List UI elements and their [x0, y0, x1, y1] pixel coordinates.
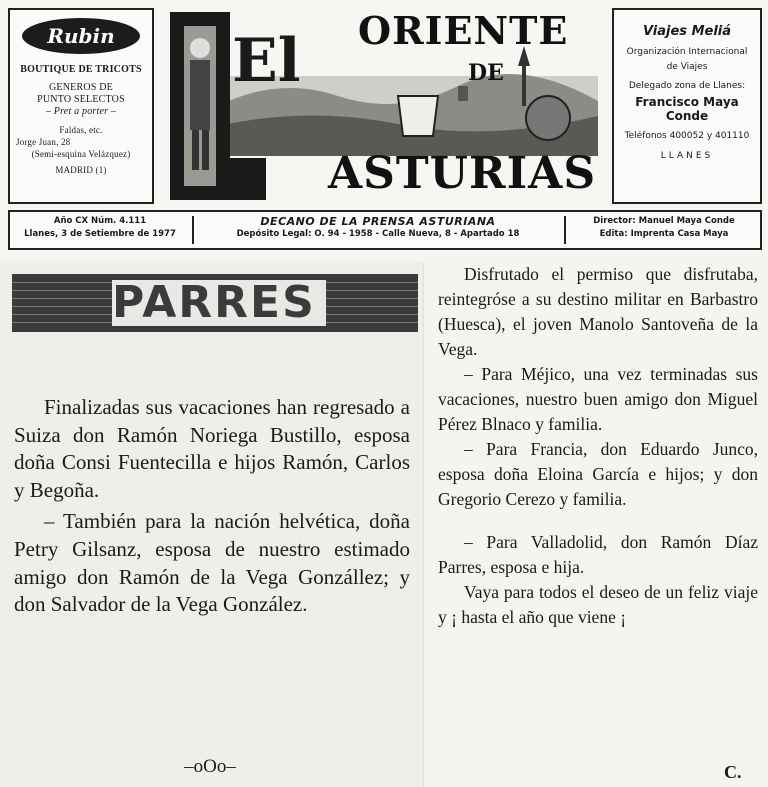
printer: Edita: Imprenta Casa Maya [599, 229, 729, 239]
ad-text: MADRID (1) [55, 165, 107, 175]
paragraph: Disfrutado el permiso que disfrutaba, reintegróse a su destino militar en Barbastro (Huesca), el joven Manolo Santoveña de la Vega. [438, 264, 758, 359]
ad-brand: Viajes Meliá [642, 24, 732, 39]
ad-text: – Pret a porter – [45, 106, 117, 117]
ad-name: Francisco Maya Conde [635, 95, 739, 123]
title-word-asturias: ASTURIAS [328, 148, 597, 199]
viajes-melia-advertisement [612, 8, 762, 204]
divider [564, 216, 566, 244]
ad-text: GENEROS DE [49, 82, 113, 93]
ad-text: Jorge Juan, 28 [16, 137, 71, 147]
director: Director: Manuel Maya Conde [593, 216, 735, 226]
motto: DECANO DE LA PRENSA ASTURIANA [260, 215, 496, 228]
paragraph: – Para Méjico, una vez terminadas sus vacaciones, nuestro buen amigo don Miguel Pérez Blnaco y familia. [438, 364, 758, 434]
issue-info [14, 215, 186, 245]
article-left-column [0, 262, 424, 787]
ad-phone: Teléfonos 400052 y 401110 [624, 131, 750, 141]
paragraph: – También para la nación helvética, doña Petry Gilsanz, esposa de nuestro estimado amigo don Ramón de la Vega Gonzállez; y don Salvador de la Vega González. [14, 509, 410, 617]
rubin-advertisement [8, 8, 154, 204]
section-title: PARRES [112, 277, 316, 328]
divider [192, 216, 194, 244]
article-body [438, 262, 758, 630]
ad-text: (Semi-esquina Velázquez) [31, 149, 131, 159]
ad-text: Organización Internacional [626, 47, 748, 57]
masthead [0, 0, 768, 258]
paragraph: Vaya para todos el deseo de un feliz viaje y ¡ hasta el año que viene ¡ [438, 582, 758, 627]
ad-text: PUNTO SELECTOS [37, 94, 125, 105]
newspaper-title [158, 6, 608, 206]
issue-number: Año CX Núm. 4.111 [53, 216, 147, 226]
signature: C. [724, 762, 742, 782]
title-word-oriente: ORIENTE [358, 8, 569, 53]
ad-text: Faldas, etc. [59, 125, 103, 135]
separator: –oOo– [184, 756, 236, 777]
staff-info [570, 215, 758, 245]
info-bar [8, 210, 762, 250]
paragraph: – Para Francia, don Eduardo Junco, esposa doña Eloina García e hijos; y don Gregorio Cerezo y familia. [438, 439, 758, 509]
section-header [12, 274, 418, 332]
issue-date: Llanes, 3 de Setiembre de 1977 [24, 229, 176, 239]
legal-info: Depósito Legal: O. 94 - 1958 - Calle Nueva, 8 - Apartado 18 [236, 229, 520, 239]
motto-info [200, 215, 556, 245]
ad-city: LLANES [660, 151, 714, 161]
article-right-column [424, 262, 768, 787]
article-lead [14, 394, 410, 619]
paragraph: Finalizadas sus vacaciones han regresado a Suiza don Ramón Noriega Bustillo, esposa doña Consi Fuentecilla e hijos Ramón, Carlos y Begoña. [14, 395, 410, 502]
title-word-de: DE [468, 60, 504, 86]
ad-text: de Viajes [666, 62, 708, 72]
title-initial: El [232, 26, 301, 96]
paragraph: – Para Valladolid, don Ramón Díaz Parres, esposa e hija. [438, 532, 758, 577]
rubin-logo: Rubin [22, 18, 140, 54]
ad-text: Delegado zona de Llanes: [628, 81, 746, 91]
ad-text: BOUTIQUE DE TRICOTS [20, 64, 142, 75]
